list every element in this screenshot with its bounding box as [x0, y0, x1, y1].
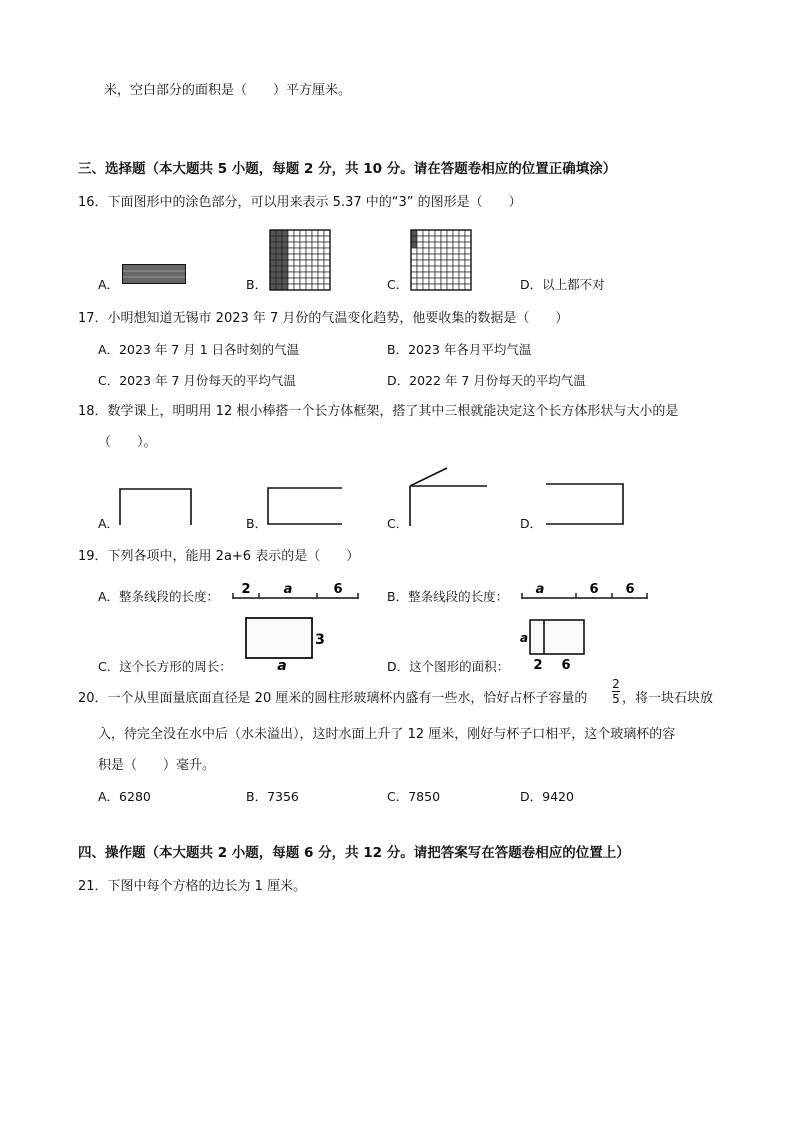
q16-c-grid-cell: [459, 230, 465, 236]
q16-b-grid-cell: [276, 230, 282, 236]
q16-text: 16．下面图形中的涂色部分，可以用来表示 5.37 中的“3” 的图形是（ ）: [78, 195, 522, 210]
q16-b-grid-cell: [294, 230, 300, 236]
q16-option-a-label: A．: [98, 277, 120, 292]
q16-b-grid-cell: [318, 266, 324, 272]
q18-figure-c: [407, 466, 491, 528]
q16-c-grid-cell: [411, 284, 417, 290]
q17-option-d: D．2022 年 7 月份每天的平均气温: [387, 373, 586, 388]
q16-b-grid-cell: [288, 248, 294, 254]
q16-b-grid-cell: [324, 284, 330, 290]
q16-c-grid-cell: [423, 236, 429, 242]
q16-b-grid-cell: [276, 284, 282, 290]
q16-c-grid-cell: [447, 242, 453, 248]
q16-c-grid-cell: [423, 266, 429, 272]
q18-option-b-label: B．: [246, 516, 268, 531]
q16-c-grid-cell: [417, 236, 423, 242]
q16-b-grid-cell: [288, 236, 294, 242]
q16-b-grid-cell: [288, 278, 294, 284]
q19-option-d-label: D．这个图形的面积：: [387, 659, 510, 674]
q19-b-label-a: a: [535, 582, 545, 597]
q16-b-grid-cell: [312, 266, 318, 272]
q16-c-grid-cell: [447, 254, 453, 260]
q16-option-b-label: B．: [246, 277, 268, 292]
q16-option-c-label: C．: [387, 277, 409, 292]
q16-b-grid-cell: [306, 242, 312, 248]
q16-c-grid-cell: [441, 242, 447, 248]
q16-b-grid-cell: [306, 260, 312, 266]
q18-text-line2: （ ）。: [98, 435, 157, 450]
q16-c-grid-cell: [465, 278, 471, 284]
q16-c-grid-cell: [423, 242, 429, 248]
q16-c-grid-cell: [417, 254, 423, 260]
q16-b-grid-cell: [270, 278, 276, 284]
q16-b-grid-cell: [300, 260, 306, 266]
q16-b-grid-cell: [294, 236, 300, 242]
q16-c-grid-cell: [447, 266, 453, 272]
q17-option-b: B．2023 年各月平均气温: [387, 342, 532, 357]
q19-segment-b: [520, 580, 650, 602]
q16-c-grid-cell: [417, 278, 423, 284]
q16-b-grid-cell: [294, 254, 300, 260]
q20-text-line3: 积是（ ）毫升。: [98, 758, 216, 773]
q16-b-grid-cell: [312, 254, 318, 260]
q16-c-grid-cell: [465, 266, 471, 272]
q16-c-grid-cell: [465, 254, 471, 260]
q16-figure-c: [410, 229, 472, 291]
q16-c-grid-cell: [423, 248, 429, 254]
q16-figure-b: [269, 229, 331, 291]
q18-figure-a: [118, 487, 194, 527]
q16-c-grid-cell: [435, 248, 441, 254]
q16-c-grid-cell: [453, 272, 459, 278]
q16-b-grid-cell: [270, 266, 276, 272]
q16-c-grid-cell: [423, 260, 429, 266]
q20-option-a: A．6280: [98, 789, 151, 804]
q16-c-grid-cell: [435, 278, 441, 284]
section-3-heading: 三、选择题（本大题共 5 小题，每题 2 分，共 10 分。请在答题卷相应的位置正确填涂）: [78, 161, 617, 177]
q19-a-label-6: 6: [333, 582, 343, 597]
q16-c-grid-cell: [453, 254, 459, 260]
q16-b-grid-cell: [300, 248, 306, 254]
q16-b-grid-cell: [318, 254, 324, 260]
q16-b-grid-cell: [282, 254, 288, 260]
q16-option-d-label: D．以上都不对: [520, 277, 605, 292]
q16-b-grid-cell: [300, 236, 306, 242]
q16-b-grid-cell: [312, 236, 318, 242]
q19-rectangle-c: [244, 616, 330, 672]
prev-question-tail: 米，空白部分的面积是（ ）平方厘米。: [104, 83, 352, 98]
q16-c-grid-cell: [441, 272, 447, 278]
q20-option-b: B．7356: [246, 789, 299, 804]
q16-b-grid-cell: [324, 230, 330, 236]
q16-c-grid-cell: [447, 278, 453, 284]
q19-b-label-6b: 6: [625, 582, 635, 597]
q16-b-grid-cell: [276, 236, 282, 242]
q16-b-grid-cell: [270, 284, 276, 290]
q17-option-a: A．2023 年 7 月 1 日各时刻的气温: [98, 342, 300, 357]
q16-c-grid-cell: [411, 266, 417, 272]
q16-b-grid-cell: [306, 278, 312, 284]
q16-b-grid-cell: [270, 260, 276, 266]
q16-c-grid-cell: [429, 260, 435, 266]
q16-b-grid-cell: [282, 266, 288, 272]
q19-option-c-label: C．这个长方形的周长：: [98, 659, 232, 674]
q16-b-grid-cell: [282, 278, 288, 284]
section-4-heading: 四、操作题（本大题共 2 小题，每题 6 分，共 12 分。请把答案写在答题卷相应的位置上）: [78, 845, 630, 861]
q16-b-grid-cell: [318, 284, 324, 290]
q16-b-grid-cell: [270, 230, 276, 236]
q16-c-grid-cell: [435, 254, 441, 260]
q16-c-grid-cell: [441, 266, 447, 272]
q16-b-grid-cell: [306, 272, 312, 278]
q18-figure-b: [266, 486, 344, 528]
q16-c-grid-cell: [435, 272, 441, 278]
q20-fraction-denominator: 5: [612, 692, 620, 706]
q16-c-grid-cell: [429, 248, 435, 254]
q19-option-b-label: B．整条线段的长度：: [387, 589, 509, 604]
q18-option-c-label: C．: [387, 516, 409, 531]
q16-b-grid-cell: [282, 260, 288, 266]
q16-b-grid-cell: [282, 230, 288, 236]
q20-option-c: C．7850: [387, 789, 441, 804]
q16-c-grid-cell: [447, 236, 453, 242]
q16-b-grid-cell: [300, 254, 306, 260]
q20-text-line1-before: 20．一个从里面量底面直径是 20 厘米的圆柱形玻璃杯内盛有一些水，恰好占杯子容量的: [78, 691, 588, 706]
q16-b-grid-cell: [318, 260, 324, 266]
q16-b-grid-cell: [282, 236, 288, 242]
q16-b-grid-cell: [276, 278, 282, 284]
q16-c-grid-cell: [459, 266, 465, 272]
q16-b-grid-cell: [300, 266, 306, 272]
q16-b-grid-cell: [270, 248, 276, 254]
q16-b-grid-cell: [270, 272, 276, 278]
q16-b-grid-cell: [324, 260, 330, 266]
q16-c-grid-cell: [429, 236, 435, 242]
q16-c-grid-cell: [459, 272, 465, 278]
q16-c-grid-cell: [453, 278, 459, 284]
q16-c-grid-cell: [465, 272, 471, 278]
q16-b-grid-cell: [312, 278, 318, 284]
q16-b-grid-cell: [276, 266, 282, 272]
q16-c-grid-cell: [435, 284, 441, 290]
q16-c-grid-cell: [447, 248, 453, 254]
q16-b-grid-cell: [300, 230, 306, 236]
q16-b-grid-cell: [318, 248, 324, 254]
q16-c-grid-cell: [429, 272, 435, 278]
q16-b-grid-cell: [270, 236, 276, 242]
q16-c-grid-cell: [459, 284, 465, 290]
q16-c-grid-cell: [441, 248, 447, 254]
q16-c-grid-cell: [423, 272, 429, 278]
q16-c-grid-cell: [465, 248, 471, 254]
q16-b-grid-cell: [318, 236, 324, 242]
q16-b-grid-cell: [294, 242, 300, 248]
q19-text: 19．下列各项中，能用 2a+6 表示的是（ ）: [78, 549, 360, 564]
q16-b-grid-cell: [270, 254, 276, 260]
q16-c-grid-cell: [411, 230, 417, 236]
q19-b-label-6a: 6: [589, 582, 599, 597]
q16-c-grid-cell: [453, 284, 459, 290]
q16-b-grid-cell: [324, 272, 330, 278]
q16-b-grid-cell: [288, 272, 294, 278]
q16-c-grid-cell: [441, 284, 447, 290]
q16-b-grid-cell: [324, 242, 330, 248]
q20-text-line1-after: ，将一块石块放: [622, 691, 714, 706]
q16-c-grid-cell: [435, 236, 441, 242]
q16-c-grid-cell: [411, 254, 417, 260]
q16-b-grid-cell: [276, 254, 282, 260]
q16-c-grid-cell: [429, 254, 435, 260]
q16-b-grid-cell: [318, 278, 324, 284]
q16-b-grid-cell: [324, 236, 330, 242]
q16-c-grid-cell: [453, 266, 459, 272]
q16-c-grid-cell: [459, 254, 465, 260]
q16-c-grid-cell: [435, 242, 441, 248]
q16-b-grid-cell: [300, 278, 306, 284]
q16-c-grid-cell: [447, 284, 453, 290]
q16-b-grid-cell: [282, 284, 288, 290]
q19-d-label-6: 6: [561, 658, 571, 673]
q16-c-grid-cell: [411, 272, 417, 278]
q20-option-d: D．9420: [520, 789, 574, 804]
q16-c-grid-cell: [453, 230, 459, 236]
q20-fraction-numerator: 2: [612, 677, 620, 691]
q16-c-grid-cell: [423, 284, 429, 290]
q21-text: 21．下图中每个方格的边长为 1 厘米。: [78, 879, 307, 894]
q18-figure-d: [544, 482, 626, 528]
q16-c-grid-cell: [447, 230, 453, 236]
q16-c-grid-cell: [417, 242, 423, 248]
q16-c-grid-cell: [417, 248, 423, 254]
q16-b-grid-cell: [288, 254, 294, 260]
q16-c-grid-cell: [465, 260, 471, 266]
q16-c-grid-cell: [423, 278, 429, 284]
q19-a-label-2: 2: [241, 582, 251, 597]
q16-figure-a: [122, 264, 186, 284]
q16-c-grid-cell: [411, 260, 417, 266]
q19-a-label-a: a: [283, 582, 293, 597]
q16-b-grid-cell: [276, 242, 282, 248]
q16-c-grid-cell: [465, 230, 471, 236]
q16-c-grid-cell: [459, 278, 465, 284]
q16-c-grid-cell: [417, 230, 423, 236]
q16-b-grid-cell: [288, 230, 294, 236]
q16-b-grid-cell: [276, 272, 282, 278]
q16-c-grid-cell: [429, 242, 435, 248]
q16-b-grid-cell: [294, 248, 300, 254]
q16-b-grid-cell: [300, 272, 306, 278]
q16-b-grid-cell: [294, 272, 300, 278]
q16-c-grid-cell: [459, 260, 465, 266]
q16-b-grid-cell: [294, 284, 300, 290]
q16-c-grid-cell: [453, 248, 459, 254]
q16-c-grid-cell: [429, 278, 435, 284]
q16-b-grid-cell: [306, 236, 312, 242]
q16-b-grid-cell: [288, 284, 294, 290]
q16-c-grid-cell: [441, 236, 447, 242]
q16-c-grid-cell: [441, 278, 447, 284]
q16-b-grid-cell: [306, 266, 312, 272]
q16-b-grid-cell: [312, 248, 318, 254]
q16-c-grid-cell: [435, 260, 441, 266]
q16-c-grid-cell: [411, 242, 417, 248]
q16-c-grid-cell: [411, 278, 417, 284]
q17-text: 17．小明想知道无锡市 2023 年 7 月份的气温变化趋势，他要收集的数据是（ ）: [78, 311, 569, 326]
q16-c-grid-cell: [435, 266, 441, 272]
q16-b-grid-cell: [318, 272, 324, 278]
q16-c-grid-cell: [417, 260, 423, 266]
q16-c-grid-cell: [465, 236, 471, 242]
q16-c-grid-cell: [411, 236, 417, 242]
q16-b-grid-cell: [312, 284, 318, 290]
q16-b-grid-cell: [306, 248, 312, 254]
q19-c-label-3: 3: [315, 632, 325, 648]
q18-text-line1: 18．数学课上，明明用 12 根小棒搭一个长方体框架，搭了其中三根就能决定这个长方体形状与大小的是: [78, 404, 679, 419]
q16-b-grid-cell: [282, 242, 288, 248]
q19-c-label-a: a: [277, 658, 287, 674]
q16-b-grid-cell: [300, 242, 306, 248]
q16-c-grid-cell: [453, 242, 459, 248]
q16-c-grid-cell: [417, 284, 423, 290]
q16-c-grid-cell: [411, 248, 417, 254]
q16-b-grid-cell: [276, 260, 282, 266]
q16-b-grid-cell: [294, 278, 300, 284]
q16-b-grid-cell: [294, 260, 300, 266]
q16-b-grid-cell: [318, 230, 324, 236]
q16-b-grid-cell: [312, 272, 318, 278]
q16-c-grid-cell: [459, 248, 465, 254]
q16-c-grid-cell: [459, 236, 465, 242]
q16-c-grid-cell: [453, 236, 459, 242]
q16-b-grid-cell: [318, 242, 324, 248]
q16-c-grid-cell: [417, 266, 423, 272]
q16-c-grid-cell: [429, 230, 435, 236]
q16-c-grid-cell: [453, 260, 459, 266]
q16-b-grid-cell: [300, 284, 306, 290]
q18-option-a-label: A．: [98, 516, 120, 531]
q16-c-grid-cell: [441, 254, 447, 260]
q19-d-label-a: a: [519, 631, 529, 645]
q16-b-grid-cell: [324, 266, 330, 272]
q16-c-grid-cell: [417, 272, 423, 278]
q16-b-grid-cell: [312, 260, 318, 266]
q16-c-grid-cell: [465, 284, 471, 290]
q16-b-grid-cell: [288, 260, 294, 266]
q16-c-grid-cell: [447, 272, 453, 278]
q16-c-grid-cell: [465, 242, 471, 248]
q16-c-grid-cell: [423, 254, 429, 260]
q16-c-grid-cell: [429, 266, 435, 272]
q16-c-grid-cell: [441, 230, 447, 236]
q16-b-grid-cell: [288, 242, 294, 248]
q18-option-d-label: D．: [520, 516, 543, 531]
q16-b-grid-cell: [270, 242, 276, 248]
q16-b-grid-cell: [294, 266, 300, 272]
q19-d-label-2: 2: [533, 658, 543, 673]
q16-c-grid-cell: [441, 260, 447, 266]
q16-b-grid-cell: [276, 248, 282, 254]
q16-b-grid-cell: [324, 278, 330, 284]
q16-c-grid-cell: [435, 230, 441, 236]
q16-c-grid-cell: [429, 284, 435, 290]
q16-c-grid-cell: [423, 230, 429, 236]
q16-c-grid-cell: [447, 260, 453, 266]
q16-b-grid-cell: [324, 254, 330, 260]
q16-b-grid-cell: [288, 266, 294, 272]
q19-figure-d: [520, 618, 588, 672]
q19-segment-a: [231, 580, 361, 602]
q16-b-grid-cell: [282, 248, 288, 254]
q16-b-grid-cell: [324, 248, 330, 254]
q16-b-grid-cell: [312, 242, 318, 248]
q20-text-line2: 入，待完全没在水中后（水未溢出），这时水面上升了 12 厘米，刚好与杯子口相平，这个玻璃杯的容: [98, 727, 676, 742]
q16-b-grid-cell: [312, 230, 318, 236]
q16-b-grid-cell: [306, 254, 312, 260]
q16-b-grid-cell: [306, 230, 312, 236]
q16-b-grid-cell: [306, 284, 312, 290]
q16-b-grid-cell: [282, 272, 288, 278]
q19-option-a-label: A．整条线段的长度：: [98, 589, 220, 604]
q17-option-c: C．2023 年 7 月份每天的平均气温: [98, 373, 296, 388]
q16-c-grid-cell: [459, 242, 465, 248]
